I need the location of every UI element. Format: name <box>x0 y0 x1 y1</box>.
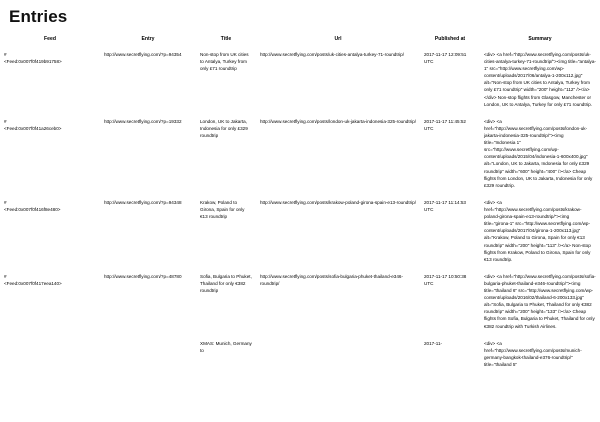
cell-feed <box>0 194 100 268</box>
table-header <box>0 36 600 46</box>
cell-entry: http://www.secretflying.com/?p=94348 <box>104 199 182 205</box>
cell-url: http://www.secretflying.com/posts/london-uk-jakarta-indonesia-325-roundtrip/ <box>260 118 417 124</box>
feed-hash: # <box>4 273 7 279</box>
column-header-url: Url <box>334 36 342 42</box>
cell-summary: <div> <a href="http://www.secretflying.com/posts/uk-cities-antalya-turkey-71-roundtrip/"><img title="antalya-1" src="http://www.secretflying.com/wp-content/uploads/2017/06/antalya-1-200x112.jpg" alt="Non-stop from UK cities to Antalya, Turkey from only £71 roundtrip" width="200" height="112" /></a> </div> Non-stop flights from Glasgow, Manchester or London, UK to Antalya, Turkey for only £71 roundtrip. <box>484 51 596 107</box>
cell-entry: http://www.secretflying.com/?p=19332 <box>104 118 182 124</box>
cell-entry <box>100 335 196 373</box>
table-row <box>0 113 600 194</box>
cell-summary: <div> <a href="http://www.secretflying.com/posts/sofia-bulgaria-phuket-thailand-e346-roundtrip/"><img title="thailand 6" src="http://www.secretflying.com/wp-content/uploads/2016/02/thailand-6-200x133.jpg" alt="Sofia, Bulgaria to Phuket, Thailand for only €382 roundtrip" width="200" height="133" /></a> Cheap flights from Sofia, Bulgaria to Phuket, Thailand for only €382 roundtrip with Turkish Airlines. <box>484 273 596 329</box>
column-header-summary: Summary <box>528 36 552 42</box>
table-body <box>0 46 600 373</box>
cell-entry: http://www.secretflying.com/?p=94354 <box>104 51 182 57</box>
cell-published-at: 2017-11-17 10:50:38 UTC <box>424 273 467 286</box>
cell-title: XMAS: Munich, Germany to <box>200 340 252 353</box>
feed-hash: # <box>4 199 7 205</box>
feed-id: <Feed:0x007f0f41a26ceb0> <box>4 125 62 131</box>
feed-id: <Feed:0x007f0f417eea140> <box>4 280 62 286</box>
table-header-row <box>0 36 600 46</box>
column-header-title: Title <box>220 36 232 42</box>
table-row <box>0 46 600 113</box>
cell-title: Sofia, Bulgaria to Phuket, Thailand for only €382 roundtrip <box>200 273 252 294</box>
cell-url: http://www.secretflying.com/posts/krakow-poland-girona-spain-e13-roundtrip/ <box>260 199 417 205</box>
feed-id: <Feed:0x007f0f419b91758> <box>4 58 62 64</box>
feed-hash: # <box>4 51 7 57</box>
cell-summary: <div> <a href="http://www.secretflying.com/posts/london-uk-jakarta-indonesia-325-roundtrip/"><img title="Indonesia 1" src="http://www.secretflying.com/wp-content/uploads/2015/04/indonesia-1-600x400.jpg" alt="London, UK to Jakarta, Indonesia for only £329 roundtrip" width="600" height="400" /></a> Cheap flights from London, UK to Jakarta, Indonesia for only £329 roundtrip. <box>484 118 593 188</box>
feed-hash: # <box>4 118 7 124</box>
cell-feed <box>0 335 100 373</box>
cell-url: http://www.secretflying.com/posts/uk-cities-antalya-turkey-71-roundtrip/ <box>260 51 404 57</box>
table-row <box>0 194 600 268</box>
cell-published-at: 2017-11-17 11:14:53 UTC <box>424 199 466 212</box>
cell-title: London, UK to Jakarta, Indonesia for only £329 roundtrip <box>200 118 248 138</box>
cell-summary: <div> <a href="http://www.secretflying.com/posts/munich-germany-bangkok-thailand-e376-roundtrip/" title="thailand 5" <box>484 340 582 368</box>
column-header-entry: Entry <box>141 36 155 42</box>
cell-published-at: 2017-11-17 11:45:52 UTC <box>424 118 466 131</box>
cell-title: Krakow, Poland to Girona, Spain for only €13 roundtrip <box>200 199 245 220</box>
feed-id: <Feed:0x007f0f416f8e480> <box>4 206 61 212</box>
cell-feed <box>0 268 100 335</box>
cell-feed <box>0 113 100 194</box>
cell-entry: http://www.secretflying.com/?p=48780 <box>104 273 182 279</box>
table-row <box>0 268 600 335</box>
table-row <box>0 335 600 373</box>
page-title: Entries <box>9 7 68 26</box>
cell-feed <box>0 46 100 113</box>
cell-summary: <div> <a href="http://www.secretflying.com/posts/krakow-poland-girona-spain-e13-roundtrip/"><img title="girona-1" src="http://www.secretflying.com/wp-content/uploads/2017/04/girona-1-200x113.jpg" alt="Krakow, Poland to Girona, Spain for only €13 roundtrip" width="200" height="113" /></a> Non-stop flights from Krakow, Poland to Girona, Spain for only €13 roundtrip. <box>484 199 591 262</box>
entries-page <box>0 7 600 422</box>
cell-url <box>256 335 420 373</box>
cell-url: http://www.secretflying.com/posts/sofia-bulgaria-phuket-thailand-e346-roundtrip/ <box>260 273 403 286</box>
entries-table <box>0 36 600 373</box>
column-header-feed: Feed <box>44 36 56 42</box>
cell-published-at: 2017-11- <box>424 340 443 346</box>
cell-title: Non-stop from UK cities to Antalya, Turkey from only £71 roundtrip <box>200 51 249 72</box>
cell-published-at: 2017-11-17 12:09:51 UTC <box>424 51 467 64</box>
column-header-published-at: Published at <box>434 36 466 42</box>
